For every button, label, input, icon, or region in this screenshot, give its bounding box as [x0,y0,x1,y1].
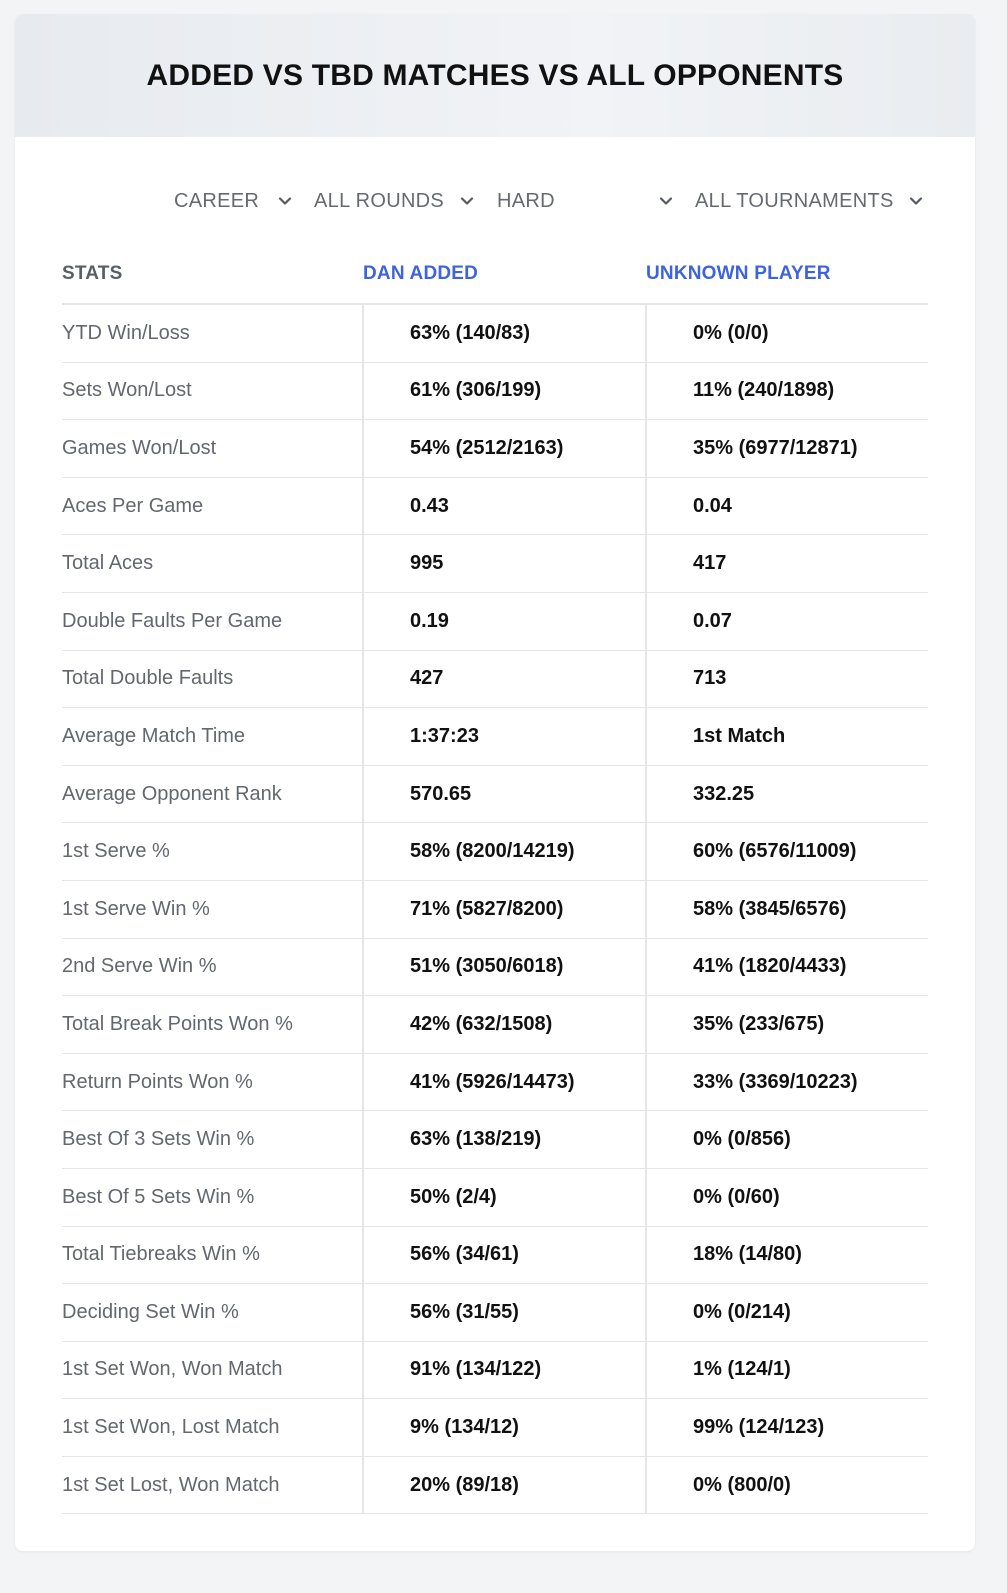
player1-value: 58% (8200/14219) [410,840,575,863]
player1-value: 63% (140/83) [410,321,531,344]
player1-value: 61% (306/199) [410,379,542,402]
column-divider [362,1054,364,1111]
surface-dropdown-label: HARD [497,189,555,212]
column-divider [362,305,364,362]
player1-value: 71% (5827/8200) [410,897,564,920]
column-divider [362,996,364,1053]
stat-label: Total Double Faults [62,667,234,690]
column-divider [645,708,647,765]
table-row [62,996,928,1054]
table-row [62,1399,928,1457]
player2-value: 0% (0/0) [693,321,769,344]
chevron-down-icon [908,193,924,209]
player1-value: 0.43 [410,494,449,517]
table-row [62,1342,928,1400]
player2-value: 0.07 [693,609,732,632]
column-divider [362,363,364,420]
player1-value: 56% (34/61) [410,1243,519,1266]
column-divider [645,766,647,823]
column-divider [645,939,647,996]
stat-label: Return Points Won % [62,1070,253,1093]
table-row [62,420,928,478]
player2-value: 33% (3369/10223) [693,1070,858,1093]
period-dropdown[interactable] [174,186,295,216]
player2-value: 18% (14/80) [693,1243,802,1266]
table-row [62,708,928,766]
table-row [62,1284,928,1342]
stat-label: YTD Win/Loss [62,321,190,344]
stat-label: Average Opponent Rank [62,782,282,805]
table-body [62,305,928,1514]
table-row [62,939,928,997]
chevron-down-icon [277,193,293,209]
player2-value: 60% (6576/11009) [693,840,857,863]
column-divider [362,881,364,938]
stat-label: Best Of 5 Sets Win % [62,1185,255,1208]
column-divider [362,535,364,592]
table-header [62,250,928,305]
column-divider [362,1111,364,1168]
player1-value: 20% (89/18) [410,1473,519,1496]
player2-value: 332.25 [693,782,755,805]
column-divider [362,478,364,535]
player2-value: 0% (0/214) [693,1300,791,1323]
table-row [62,305,928,363]
table-row [62,881,928,939]
table-row [62,478,928,536]
column-divider [362,939,364,996]
player1-value: 51% (3050/6018) [410,955,564,978]
player2-value: 35% (6977/12871) [693,436,858,459]
column-divider [362,1227,364,1284]
column-divider [645,478,647,535]
stats-table [62,250,928,1514]
column-divider [362,593,364,650]
player1-column-header[interactable]: DAN ADDED [363,263,479,284]
stats-card [15,14,975,1551]
column-divider [645,1169,647,1226]
player1-value: 41% (5926/14473) [410,1070,575,1093]
column-divider [362,1342,364,1399]
player1-value: 995 [410,552,444,575]
player1-value: 570.65 [410,782,472,805]
player1-value: 42% (632/1508) [410,1012,553,1035]
player2-value: 713 [693,667,727,690]
player2-value: 11% (240/1898) [693,379,835,402]
table-row [62,1169,928,1227]
player1-value: 427 [410,667,444,690]
column-divider [645,1342,647,1399]
chevron-down-icon [658,193,674,209]
table-row [62,1227,928,1285]
tournament-dropdown[interactable] [695,186,925,216]
card-header [15,14,975,137]
column-divider [645,881,647,938]
player2-value: 99% (124/123) [693,1416,825,1439]
stat-label: Total Tiebreaks Win % [62,1243,260,1266]
round-dropdown-label: ALL ROUNDS [314,189,445,212]
table-row [62,823,928,881]
tournament-dropdown-label: ALL TOURNAMENTS [695,189,894,212]
table-row [62,535,928,593]
stat-label: 1st Set Lost, Won Match [62,1473,280,1496]
player2-value: 1% (124/1) [693,1358,791,1381]
stat-label: 1st Serve Win % [62,897,210,920]
stat-label: 2nd Serve Win % [62,955,217,978]
player1-value: 54% (2512/2163) [410,436,564,459]
chevron-down-icon [459,193,475,209]
player1-value: 0.19 [410,609,449,632]
column-divider [645,305,647,362]
player2-value: 0% (800/0) [693,1473,791,1496]
stat-label: Total Break Points Won % [62,1012,293,1035]
column-divider [645,996,647,1053]
player1-value: 63% (138/219) [410,1128,542,1151]
column-divider [362,1399,364,1456]
player2-value: 0% (0/60) [693,1185,780,1208]
stat-label: Double Faults Per Game [62,609,283,632]
stat-label: Aces Per Game [62,494,204,517]
stat-label: Games Won/Lost [62,436,217,459]
stat-label: Total Aces [62,552,154,575]
column-divider [362,766,364,823]
player2-value: 35% (233/675) [693,1012,825,1035]
player2-value: 41% (1820/4433) [693,955,847,978]
column-divider [645,1054,647,1111]
column-divider [645,1111,647,1168]
table-row [62,1111,928,1169]
stat-label: Best Of 3 Sets Win % [62,1128,255,1151]
stats-column-header: STATS [62,263,123,284]
stat-label: Average Match Time [62,724,246,747]
column-divider [362,651,364,708]
column-divider [645,1227,647,1284]
column-divider [362,1169,364,1226]
player2-value: 417 [693,552,727,575]
page-title: ADDED VS TBD MATCHES VS ALL OPPONENTS [146,58,844,92]
column-divider [645,651,647,708]
filter-bar [15,186,975,216]
round-dropdown[interactable] [314,186,477,216]
period-dropdown-label: CAREER [174,189,260,212]
player1-value: 91% (134/122) [410,1358,542,1381]
stat-label: 1st Set Won, Lost Match [62,1416,280,1439]
surface-dropdown[interactable] [497,186,676,216]
player2-value: 0% (0/856) [693,1128,791,1151]
table-row [62,363,928,421]
column-divider [362,1457,364,1514]
table-row [62,1457,928,1515]
table-row [62,1054,928,1112]
player2-column-header[interactable]: UNKNOWN PLAYER [646,263,831,284]
column-divider [645,823,647,880]
column-divider [645,1457,647,1514]
stat-label: 1st Set Won, Won Match [62,1358,283,1381]
table-row [62,593,928,651]
player1-value: 56% (31/55) [410,1300,519,1323]
player2-value: 1st Match [693,724,786,747]
table-row [62,651,928,709]
column-divider [645,420,647,477]
column-divider [645,363,647,420]
column-divider [645,1399,647,1456]
stat-label: 1st Serve % [62,840,170,863]
player1-value: 9% (134/12) [410,1416,519,1439]
column-divider [362,823,364,880]
stat-label: Deciding Set Win % [62,1300,239,1323]
column-divider [362,1284,364,1341]
column-divider [362,708,364,765]
player2-value: 58% (3845/6576) [693,897,847,920]
column-divider [645,1284,647,1341]
column-divider [645,535,647,592]
player2-value: 0.04 [693,494,732,517]
stat-label: Sets Won/Lost [62,379,192,402]
player1-value: 50% (2/4) [410,1185,497,1208]
column-divider [362,420,364,477]
player1-value: 1:37:23 [410,724,479,747]
column-divider [645,593,647,650]
table-row [62,766,928,824]
